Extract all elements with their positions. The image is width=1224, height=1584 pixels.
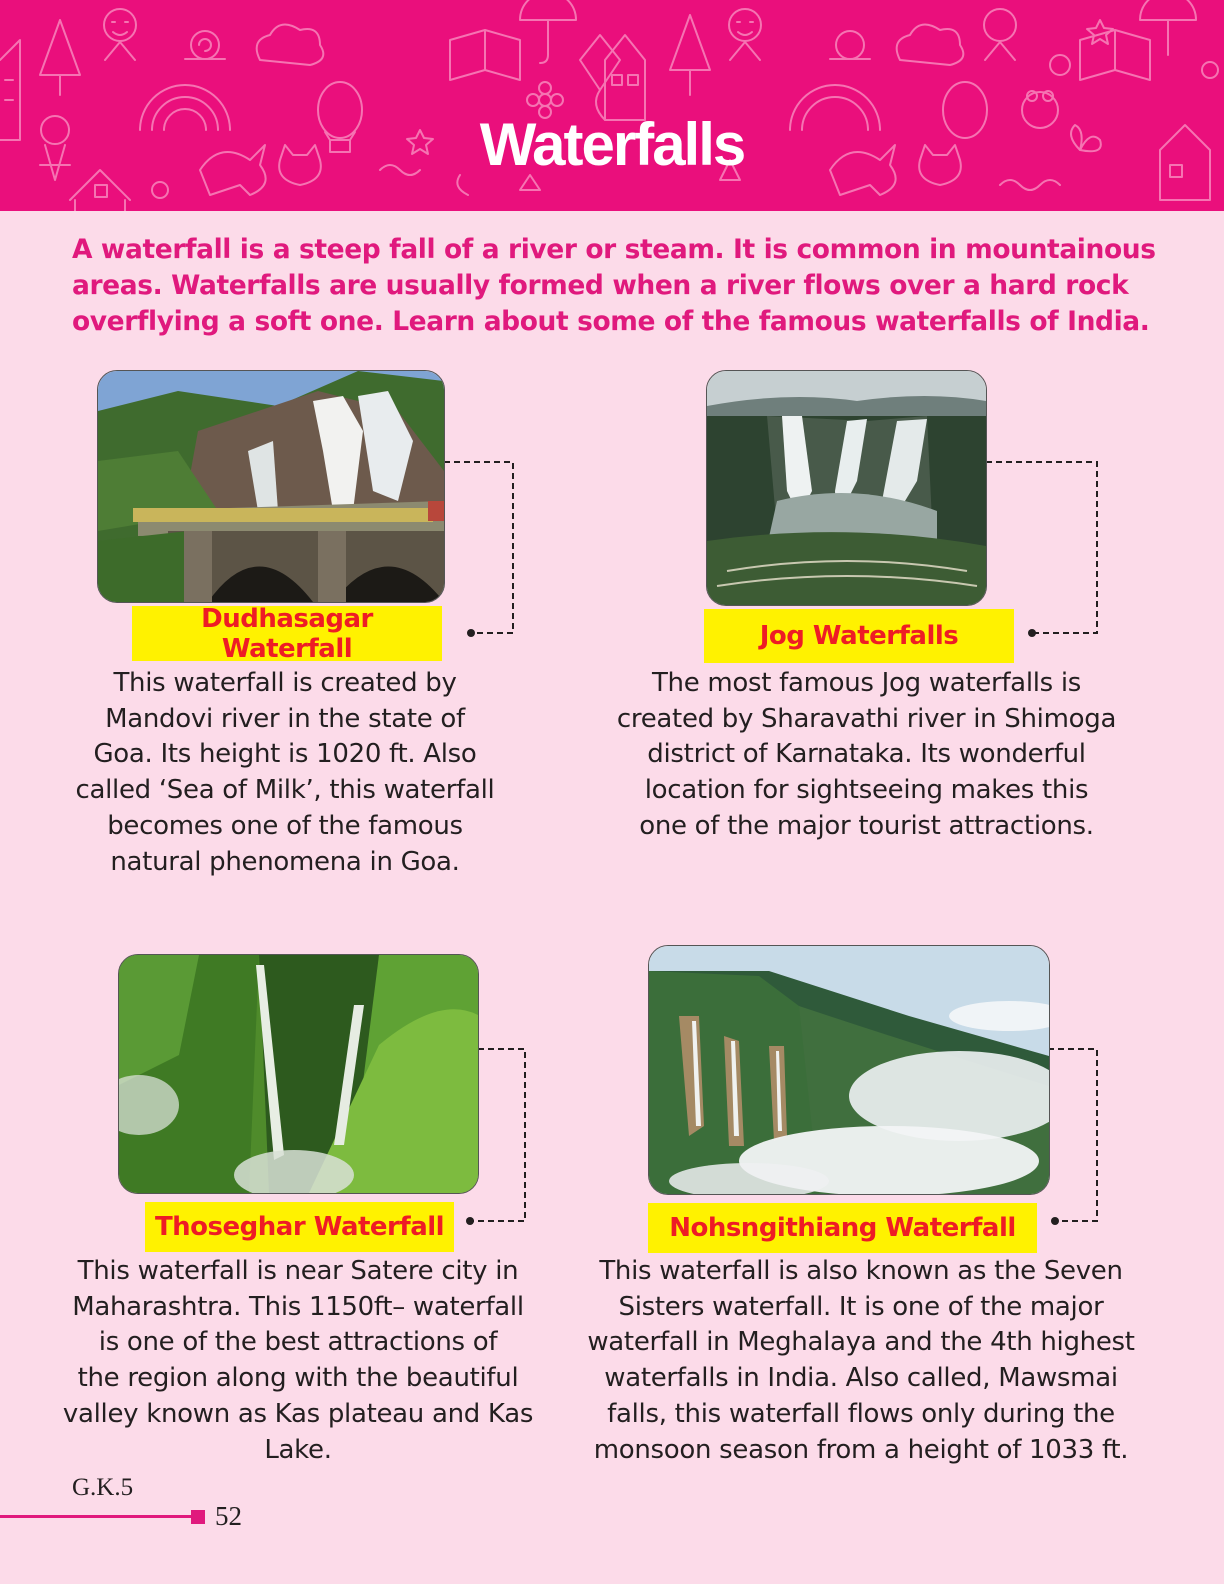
page-title: Waterfalls [479,111,745,178]
dudhasagar-description: This waterfall is created by Mandovi river in the state of Goa. Its height is 1020 ft. Also called ‘Sea of Milk’, this waterfall becomes one of the famous natural phenomena in Goa. [75,668,495,877]
jog-description: The most famous Jog waterfalls is created by Sharavathi river in Shimoga district of Karnataka. Its wonderful location for sightseeing makes this one of the major tourist attractions. [616,668,1117,841]
page-number: 52 [215,1501,242,1531]
nohsngithiang-label: Nohsngithiang Waterfall [648,1203,1037,1253]
dudhasagar-photo [97,370,445,603]
nohsngithiang-description: This waterfall is also known as the Seven Sisters waterfall. It is one of the major waterfall in Meghalaya and the 4th highest waterfalls in India. Also called, Mawsmai falls, this waterfall flows only during the monsoon season from a height of 1033 ft. [587,1256,1135,1465]
footer-line [0,1515,192,1518]
thoseghar-description: This waterfall is near Satere city in Maharashtra. This 1150ft– waterfall is one of the best attractions of the region along with the beautiful valley known as Kas plateau and Kas Lake. [62,1256,534,1465]
thoseghar-label: Thoseghar Waterfall [145,1202,454,1252]
nohsngithiang-photo [648,945,1050,1195]
jog-label: Jog Waterfalls [704,609,1014,663]
intro-paragraph: A waterfall is a steep fall of a river or steam. It is common in mountainous areas. Waterfalls are usually formed when a river flows over a hard rock overflying a soft one. Learn about some of the famous waterfalls of India. [72,234,1156,337]
footer-square [191,1510,205,1524]
jog-photo [706,370,987,606]
book-code: G.K.5 [72,1474,134,1501]
thoseghar-photo [118,954,479,1194]
dudhasagar-label: Dudhasagar Waterfall [132,606,442,661]
